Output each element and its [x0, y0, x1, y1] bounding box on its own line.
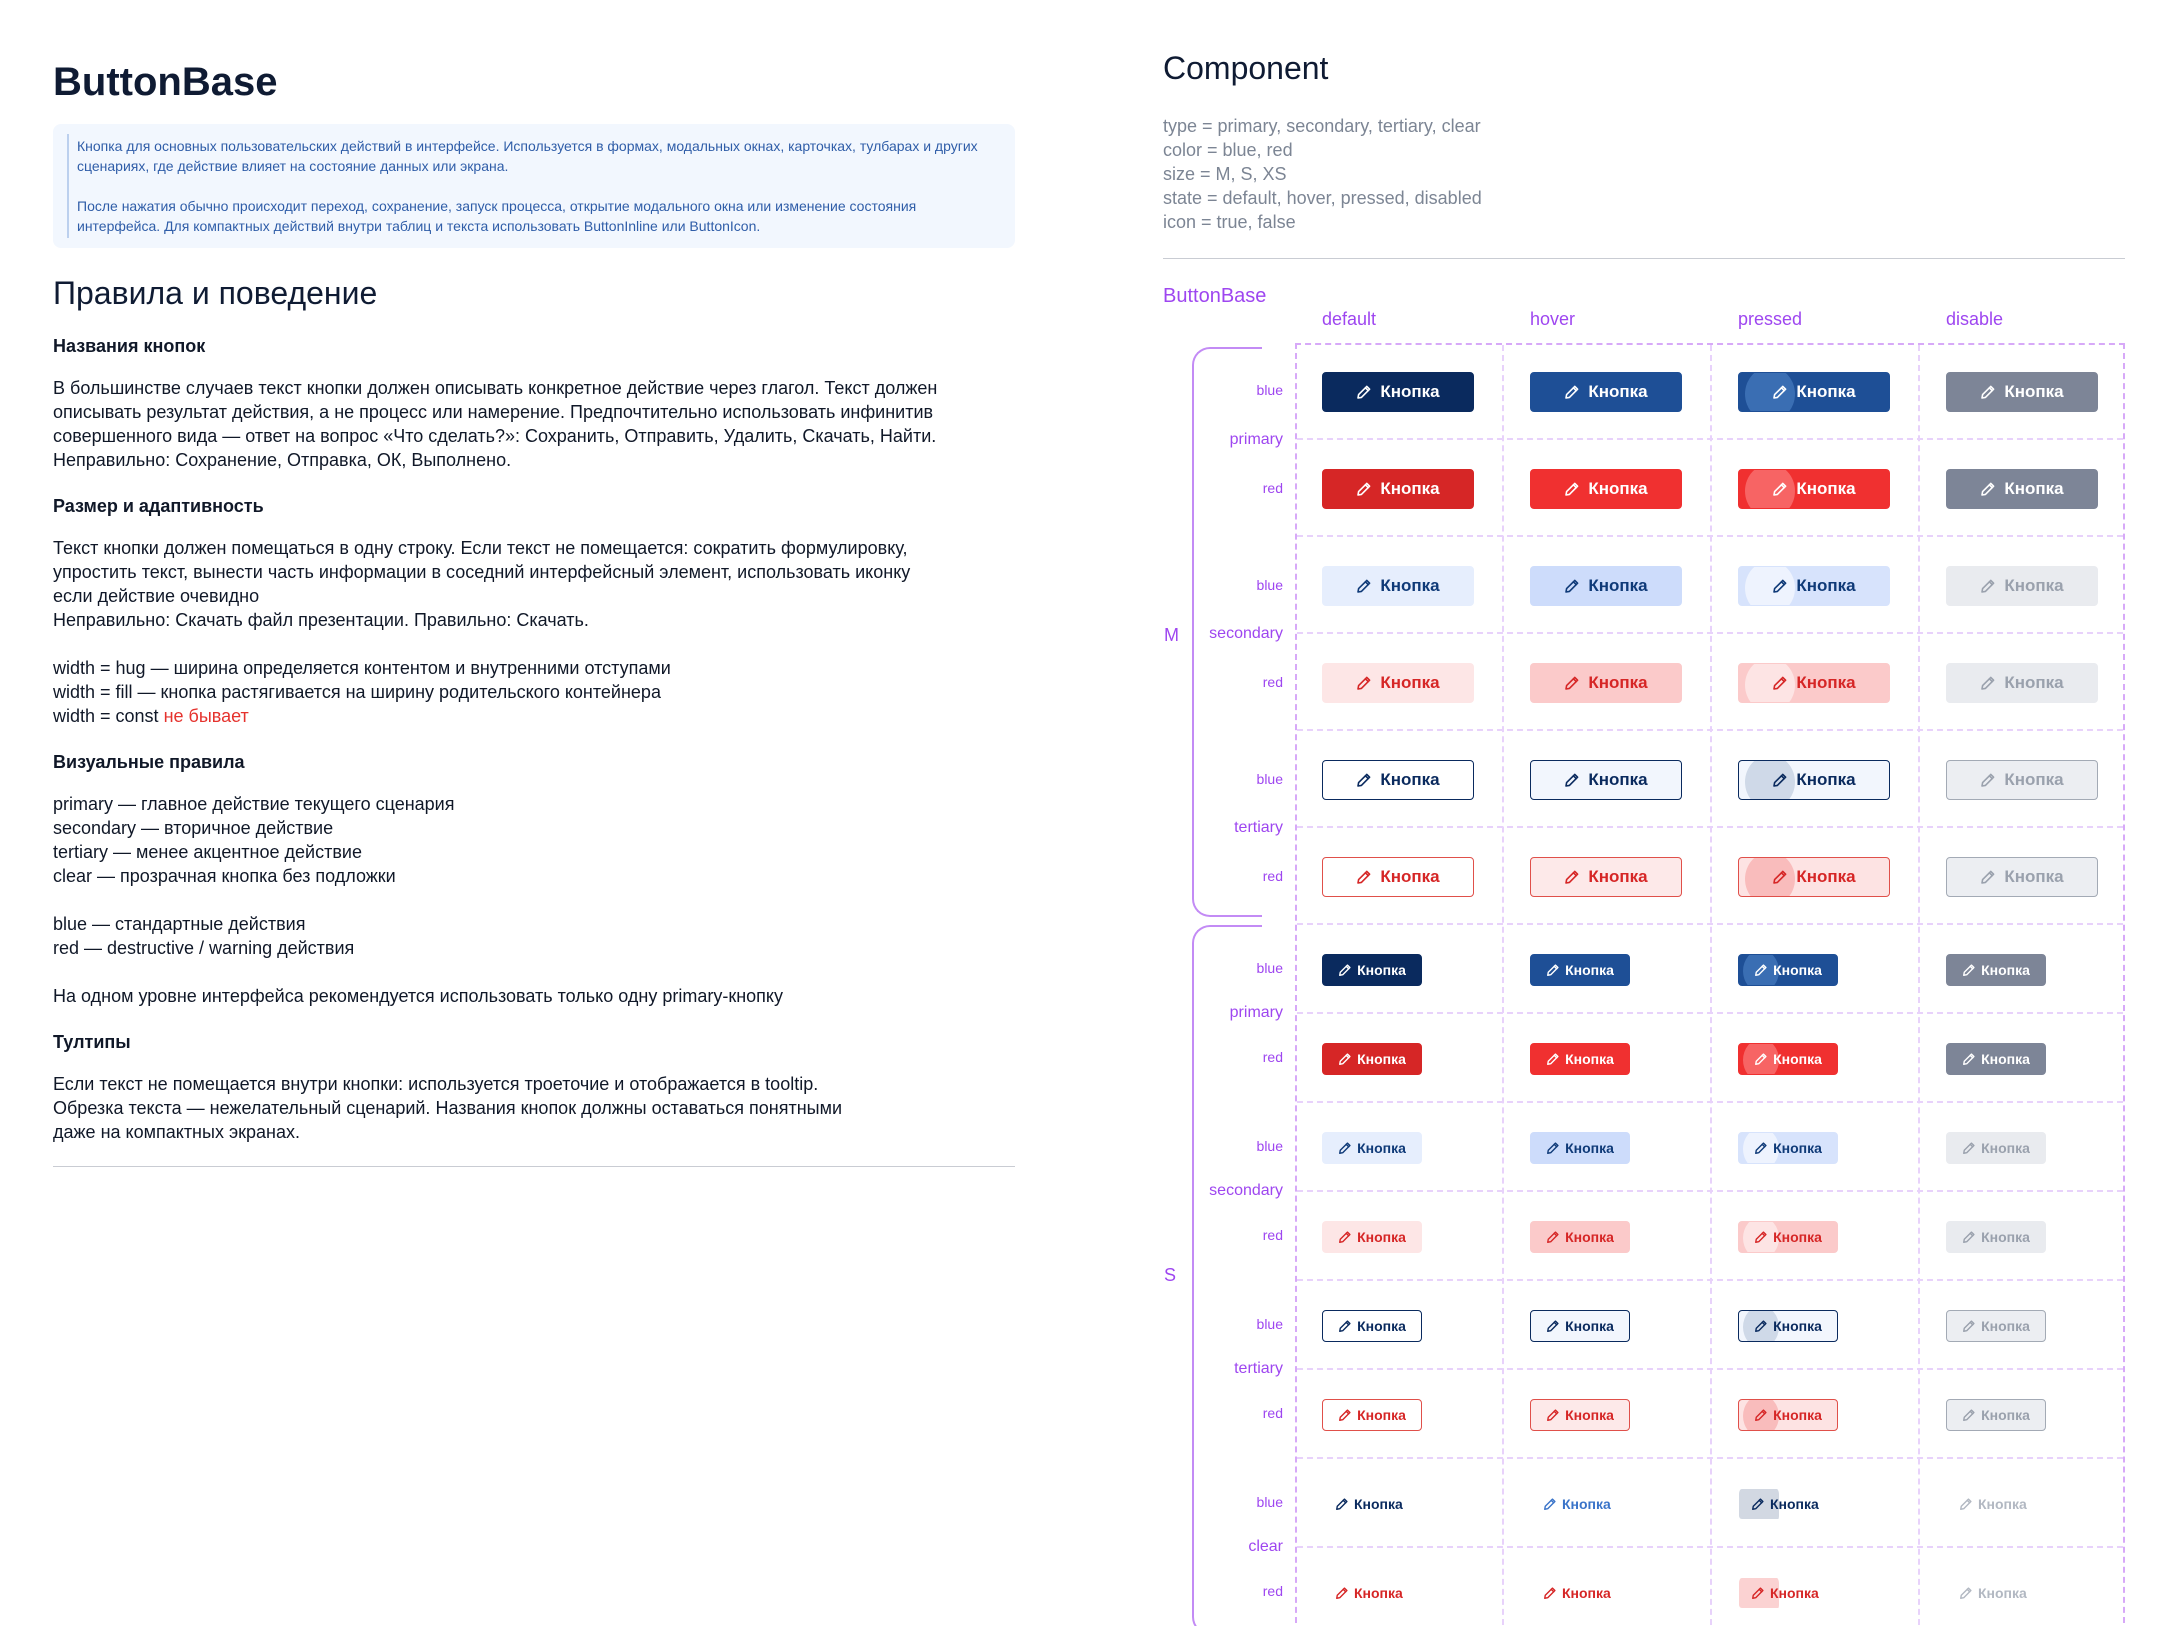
button-secondary-blue-m-hover[interactable]: [1530, 566, 1682, 606]
pencil-icon: [1962, 1052, 1976, 1066]
pencil-icon: [1772, 578, 1788, 594]
text-line: [53, 704, 1015, 728]
button-primary-blue-s-disable[interactable]: [1946, 954, 2046, 986]
width-const-label: width = const: [53, 706, 164, 726]
button-primary-red-m-pressed[interactable]: [1738, 469, 1890, 509]
prop-size: size = M, S, XS: [1163, 164, 1287, 184]
pencil-icon: [1751, 1497, 1765, 1511]
button-secondary-red-s-pressed[interactable]: [1738, 1221, 1838, 1253]
text-line: width = hug — ширина определяется контентом и внутренними отступами: [53, 658, 671, 678]
size-label-m: M: [1164, 625, 1179, 645]
button-label: Кнопка: [1981, 1229, 2030, 1245]
button-secondary-blue-m-disable[interactable]: [1946, 566, 2098, 606]
pencil-icon: [1564, 869, 1580, 885]
text-line: secondary — вторичное действие: [53, 818, 334, 838]
button-label: Кнопка: [1588, 576, 1648, 595]
button-primary-red-m-disable[interactable]: [1946, 469, 2098, 509]
button-label: Кнопка: [1562, 1496, 1611, 1512]
pencil-icon: [1564, 578, 1580, 594]
button-label: Кнопка: [2004, 867, 2064, 886]
pencil-icon: [1335, 1497, 1349, 1511]
button-label: Кнопка: [1565, 1318, 1614, 1334]
text-line: В большинстве случаев текст кнопки должен описывать конкретное действие через глагол. Текст должен: [53, 378, 938, 398]
button-label: Кнопка: [1796, 576, 1856, 595]
button-label: Кнопка: [1773, 1140, 1822, 1156]
button-primary-red-m-default[interactable]: [1322, 469, 1474, 509]
button-label: Кнопка: [1773, 1318, 1822, 1334]
pencil-icon: [1754, 1141, 1768, 1155]
type-label-clear: clear: [1248, 1538, 1283, 1555]
type-label-primary: primary: [1229, 431, 1283, 448]
button-clear-red-m-hover[interactable]: [1530, 1577, 1630, 1609]
divider: [1163, 258, 2125, 259]
grid-column-divider: [1502, 345, 1504, 1626]
button-clear-red-m-default[interactable]: [1322, 1577, 1422, 1609]
button-tertiary-blue-s-hover[interactable]: [1530, 1310, 1630, 1342]
button-primary-blue-s-hover[interactable]: [1530, 954, 1630, 986]
pencil-icon: [1564, 481, 1580, 497]
button-secondary-red-m-disable[interactable]: [1946, 663, 2098, 703]
button-clear-blue-m-disable[interactable]: [1946, 1488, 2046, 1520]
type-label-tertiary: tertiary: [1234, 819, 1283, 836]
grid-row-divider: [1297, 1546, 2123, 1548]
pencil-icon: [1338, 1408, 1352, 1422]
color-label-blue: blue: [1256, 382, 1283, 398]
button-label: Кнопка: [1588, 382, 1648, 401]
prop-icon: icon = true, false: [1163, 212, 1296, 232]
grid-row-divider: [1297, 632, 2123, 634]
section-size-adaptivity: [53, 494, 1015, 728]
button-secondary-blue-s-hover[interactable]: [1530, 1132, 1630, 1164]
state-label-default: default: [1322, 309, 1377, 329]
pencil-icon: [1754, 1052, 1768, 1066]
pencil-icon: [1338, 1141, 1352, 1155]
grid-row-divider: [1297, 729, 2123, 731]
pencil-icon: [1546, 1052, 1560, 1066]
text-line: tertiary — менее акцентное действие: [53, 842, 362, 862]
button-label: Кнопка: [1357, 1140, 1406, 1156]
button-label: Кнопка: [1380, 867, 1440, 886]
button-label: Кнопка: [1380, 673, 1440, 692]
pencil-icon: [1754, 1408, 1768, 1422]
button-tertiary-blue-m-pressed[interactable]: [1738, 760, 1890, 800]
button-label: Кнопка: [1562, 1585, 1611, 1601]
button-secondary-red-s-hover[interactable]: [1530, 1221, 1630, 1253]
text-line: width = fill — кнопка растягивается на ширину родительского контейнера: [53, 682, 661, 702]
description-note: [53, 124, 1015, 248]
section-text: [53, 1072, 1015, 1144]
grid-row-divider: [1297, 1457, 2123, 1459]
grid-row-divider: [1297, 1368, 2123, 1370]
section-text: [53, 376, 1015, 472]
button-label: Кнопка: [1565, 962, 1614, 978]
button-label: Кнопка: [1770, 1585, 1819, 1601]
button-label: Кнопка: [1354, 1585, 1403, 1601]
button-tertiary-red-s-hover[interactable]: [1530, 1399, 1630, 1431]
button-label: Кнопка: [2004, 673, 2064, 692]
never-happens-text: не бывает: [163, 706, 249, 726]
button-primary-blue-s-pressed[interactable]: [1738, 954, 1838, 986]
pencil-icon: [1356, 675, 1372, 691]
button-label: Кнопка: [2004, 479, 2064, 498]
pencil-icon: [1338, 1230, 1352, 1244]
section-heading: Визуальные правила: [53, 752, 245, 772]
section-heading: Названия кнопок: [53, 336, 206, 356]
page-title: ButtonBase: [53, 60, 278, 104]
pencil-icon: [1338, 963, 1352, 977]
color-label-red: red: [1262, 480, 1283, 496]
text-line: совершенного вида — ответ на вопрос «Что сделать?»: Сохранить, Отправить, Удалить, Скачать, Найти.: [53, 426, 937, 446]
component-title: Component: [1163, 50, 1329, 86]
section-heading: Тултипы: [53, 1032, 131, 1052]
pencil-icon: [1546, 1141, 1560, 1155]
button-clear-blue-m-hover[interactable]: [1530, 1488, 1630, 1520]
button-tertiary-red-s-disable[interactable]: [1946, 1399, 2046, 1431]
pencil-icon: [1546, 963, 1560, 977]
text-line: описывать результат действия, а не процесс или намерение. Предпочтительно использовать инфинитив: [53, 402, 934, 422]
grid-row-divider: [1297, 1012, 2123, 1014]
pencil-icon: [1962, 1141, 1976, 1155]
button-label: Кнопка: [1565, 1051, 1614, 1067]
divider: [53, 1166, 1015, 1167]
button-label: Кнопка: [1981, 1140, 2030, 1156]
grid-column-divider: [1918, 345, 1920, 1626]
section-text: [53, 792, 1015, 1008]
pencil-icon: [1754, 1230, 1768, 1244]
button-secondary-red-s-disable[interactable]: [1946, 1221, 2046, 1253]
grid-row-divider: [1297, 923, 2123, 925]
color-label-red: red: [1262, 674, 1283, 690]
pencil-icon: [1772, 675, 1788, 691]
pencil-icon: [1980, 869, 1996, 885]
pencil-icon: [1980, 481, 1996, 497]
button-label: Кнопка: [1565, 1407, 1614, 1423]
button-label: Кнопка: [1770, 1496, 1819, 1512]
prop-state: state = default, hover, pressed, disabled: [1163, 188, 1482, 208]
text-line: Обрезка текста — нежелательный сценарий. Названия кнопок должны оставаться понятными: [53, 1098, 843, 1118]
grid-row-divider: [1297, 1279, 2123, 1281]
type-label-tertiary: tertiary: [1234, 1360, 1283, 1377]
pencil-icon: [1751, 1586, 1765, 1600]
state-label-disable: disable: [1946, 309, 2004, 329]
text-line: red — destructive / warning действия: [53, 938, 355, 958]
button-label: Кнопка: [1588, 770, 1648, 789]
grid-column-divider: [1710, 345, 1712, 1626]
button-label: Кнопка: [1773, 1229, 1822, 1245]
button-label: Кнопка: [1981, 1318, 2030, 1334]
text-line: clear — прозрачная кнопка без подложки: [53, 866, 396, 886]
text-line: Текст кнопки должен помещаться в одну строку. Если текст не помещается: сократить формулировку,: [53, 538, 908, 558]
pencil-icon: [1772, 384, 1788, 400]
button-primary-red-m-hover[interactable]: [1530, 469, 1682, 509]
pencil-icon: [1543, 1586, 1557, 1600]
component-set-label: ButtonBase: [1163, 285, 1267, 307]
pencil-icon: [1962, 1408, 1976, 1422]
pencil-icon: [1772, 869, 1788, 885]
grid-row-divider: [1297, 1190, 2123, 1192]
pencil-icon: [1356, 481, 1372, 497]
color-label-red: red: [1262, 1405, 1283, 1421]
pencil-icon: [1335, 1586, 1349, 1600]
button-label: Кнопка: [1981, 1051, 2030, 1067]
color-label-red: red: [1262, 1227, 1283, 1243]
pencil-icon: [1356, 869, 1372, 885]
section-button-names: [53, 334, 1015, 472]
button-primary-blue-m-hover[interactable]: [1530, 372, 1682, 412]
button-secondary-blue-s-pressed[interactable]: [1738, 1132, 1838, 1164]
button-label: Кнопка: [1773, 1051, 1822, 1067]
pencil-icon: [1356, 384, 1372, 400]
pencil-icon: [1980, 675, 1996, 691]
text-line: если действие очевидно: [53, 586, 260, 606]
button-tertiary-red-s-pressed[interactable]: [1738, 1399, 1838, 1431]
button-secondary-blue-m-pressed[interactable]: [1738, 566, 1890, 606]
button-clear-blue-m-pressed[interactable]: [1738, 1488, 1838, 1520]
color-label-blue: blue: [1256, 771, 1283, 787]
button-label: Кнопка: [1588, 867, 1648, 886]
section-visual-rules: [53, 750, 1015, 1008]
button-secondary-blue-m-default[interactable]: [1322, 566, 1474, 606]
button-label: Кнопка: [1357, 1407, 1406, 1423]
button-primary-red-s-pressed[interactable]: [1738, 1043, 1838, 1075]
button-label: Кнопка: [1357, 1318, 1406, 1334]
pencil-icon: [1980, 578, 1996, 594]
text-line: primary — главное действие текущего сценария: [53, 794, 455, 814]
size-bracket-s: [1192, 925, 1262, 1626]
button-label: Кнопка: [1357, 1051, 1406, 1067]
button-label: Кнопка: [1981, 1407, 2030, 1423]
button-label: Кнопка: [1380, 479, 1440, 498]
button-tertiary-red-m-pressed[interactable]: [1738, 857, 1890, 897]
state-label-pressed: pressed: [1738, 309, 1803, 329]
section-heading: Размер и адаптивность: [53, 496, 264, 516]
pencil-icon: [1962, 1319, 1976, 1333]
button-label: Кнопка: [1380, 576, 1440, 595]
button-label: Кнопка: [2004, 770, 2064, 789]
color-label-blue: blue: [1256, 960, 1283, 976]
button-label: Кнопка: [1796, 673, 1856, 692]
button-primary-blue-m-default[interactable]: [1322, 372, 1474, 412]
button-label: Кнопка: [1357, 962, 1406, 978]
text-line: Если текст не помещается внутри кнопки: используется троеточие и отображается в tooltip.: [53, 1074, 819, 1094]
button-clear-red-m-pressed[interactable]: [1738, 1577, 1838, 1609]
color-label-red: red: [1262, 868, 1283, 884]
grid-row-divider: [1297, 438, 2123, 440]
pencil-icon: [1980, 384, 1996, 400]
text-line: Неправильно: Скачать файл презентации. Правильно: Скачать.: [53, 610, 589, 630]
button-primary-red-s-default[interactable]: [1322, 1043, 1422, 1075]
pencil-icon: [1564, 384, 1580, 400]
button-label: Кнопка: [1588, 479, 1648, 498]
color-label-blue: blue: [1256, 1316, 1283, 1332]
button-label: Кнопка: [1796, 382, 1856, 401]
button-label: Кнопка: [1773, 962, 1822, 978]
pencil-icon: [1338, 1319, 1352, 1333]
note-paragraph-2: После нажатия обычно происходит переход, сохранение, запуск процесса, открытие модального окна или изменение состояния интерфейса. Для компактных действий внутри таблиц и текста использовать ButtonInline или ButtonIcon.: [77, 198, 917, 234]
button-label: Кнопка: [1978, 1585, 2027, 1601]
pencil-icon: [1754, 1319, 1768, 1333]
pencil-icon: [1959, 1497, 1973, 1511]
button-primary-red-s-hover[interactable]: [1530, 1043, 1630, 1075]
note-paragraph-1: Кнопка для основных пользовательских действий в интерфейсе. Используется в формах, модальных окнах, карточках, тулбарах и других сценариях, где действие влияет на состояние данных или экрана.: [77, 138, 978, 174]
pencil-icon: [1772, 481, 1788, 497]
button-tertiary-blue-s-default[interactable]: [1322, 1310, 1422, 1342]
grid-row-divider: [1297, 1101, 2123, 1103]
button-tertiary-blue-s-disable[interactable]: [1946, 1310, 2046, 1342]
button-primary-red-s-disable[interactable]: [1946, 1043, 2046, 1075]
type-label-secondary: secondary: [1209, 625, 1283, 642]
text-line: даже на компактных экранах.: [53, 1122, 300, 1142]
button-label: Кнопка: [1357, 1229, 1406, 1245]
grid-row-divider: [1297, 826, 2123, 828]
text-line: На одном уровне интерфейса рекомендуется использовать только одну primary-кнопку: [53, 986, 783, 1006]
text-line: blue — стандартные действия: [53, 914, 306, 934]
button-label: Кнопка: [1796, 479, 1856, 498]
button-label: Кнопка: [1796, 867, 1856, 886]
button-label: Кнопка: [1380, 770, 1440, 789]
button-primary-blue-m-pressed[interactable]: [1738, 372, 1890, 412]
button-primary-blue-s-default[interactable]: [1322, 954, 1422, 986]
pencil-icon: [1754, 963, 1768, 977]
pencil-icon: [1543, 1497, 1557, 1511]
button-primary-blue-m-disable[interactable]: [1946, 372, 2098, 412]
pencil-icon: [1546, 1408, 1560, 1422]
button-label: Кнопка: [1588, 673, 1648, 692]
button-secondary-blue-s-default[interactable]: [1322, 1132, 1422, 1164]
size-label-s: S: [1164, 1265, 1177, 1285]
button-clear-blue-m-default[interactable]: [1322, 1488, 1422, 1520]
button-secondary-red-m-pressed[interactable]: [1738, 663, 1890, 703]
color-label-blue: blue: [1256, 577, 1283, 593]
color-label-red: red: [1262, 1583, 1283, 1599]
button-tertiary-red-m-hover[interactable]: [1530, 857, 1682, 897]
prop-type: type = primary, secondary, tertiary, clear: [1163, 116, 1481, 136]
button-secondary-red-m-hover[interactable]: [1530, 663, 1682, 703]
button-tertiary-blue-s-pressed[interactable]: [1738, 1310, 1838, 1342]
pencil-icon: [1962, 963, 1976, 977]
button-label: Кнопка: [1354, 1496, 1403, 1512]
button-label: Кнопка: [2004, 382, 2064, 401]
button-secondary-red-s-default[interactable]: [1322, 1221, 1422, 1253]
rules-heading: Правила и поведение: [53, 275, 378, 311]
button-tertiary-red-m-disable[interactable]: [1946, 857, 2098, 897]
text-line: упростить текст, вынести часть информации в соседний интерфейсный элемент, использовать иконку: [53, 562, 911, 582]
text-line: Неправильно: Сохранение, Отправка, ОК, Выполнено.: [53, 450, 512, 470]
button-secondary-red-m-default[interactable]: [1322, 663, 1474, 703]
component-props: [1163, 114, 1482, 234]
pencil-icon: [1546, 1319, 1560, 1333]
state-label-hover: hover: [1530, 309, 1576, 329]
button-label: Кнопка: [2004, 576, 2064, 595]
button-tertiary-blue-m-default[interactable]: [1322, 760, 1474, 800]
pencil-icon: [1962, 1230, 1976, 1244]
pencil-icon: [1959, 1586, 1973, 1600]
prop-color: color = blue, red: [1163, 140, 1293, 160]
color-label-blue: blue: [1256, 1138, 1283, 1154]
pencil-icon: [1356, 578, 1372, 594]
button-label: Кнопка: [1773, 1407, 1822, 1423]
color-label-red: red: [1262, 1049, 1283, 1065]
pencil-icon: [1356, 772, 1372, 788]
pencil-icon: [1338, 1052, 1352, 1066]
button-tertiary-blue-m-disable[interactable]: [1946, 760, 2098, 800]
type-label-primary: primary: [1229, 1004, 1283, 1021]
color-label-blue: blue: [1256, 1494, 1283, 1510]
section-text: [53, 536, 1015, 728]
button-clear-red-m-disable[interactable]: [1946, 1577, 2046, 1609]
button-secondary-blue-s-disable[interactable]: [1946, 1132, 2046, 1164]
button-label: Кнопка: [1565, 1140, 1614, 1156]
button-label: Кнопка: [1796, 770, 1856, 789]
pencil-icon: [1564, 772, 1580, 788]
button-label: Кнопка: [1981, 962, 2030, 978]
section-tooltips: [53, 1030, 1015, 1144]
pencil-icon: [1772, 772, 1788, 788]
button-tertiary-blue-m-hover[interactable]: [1530, 760, 1682, 800]
pencil-icon: [1980, 772, 1996, 788]
button-label: Кнопка: [1978, 1496, 2027, 1512]
grid-row-divider: [1297, 535, 2123, 537]
button-label: Кнопка: [1565, 1229, 1614, 1245]
button-tertiary-red-m-default[interactable]: [1322, 857, 1474, 897]
pencil-icon: [1564, 675, 1580, 691]
pencil-icon: [1546, 1230, 1560, 1244]
button-label: Кнопка: [1380, 382, 1440, 401]
documentation-panel: [53, 58, 1015, 1167]
type-label-secondary: secondary: [1209, 1182, 1283, 1199]
button-tertiary-red-s-default[interactable]: [1322, 1399, 1422, 1431]
